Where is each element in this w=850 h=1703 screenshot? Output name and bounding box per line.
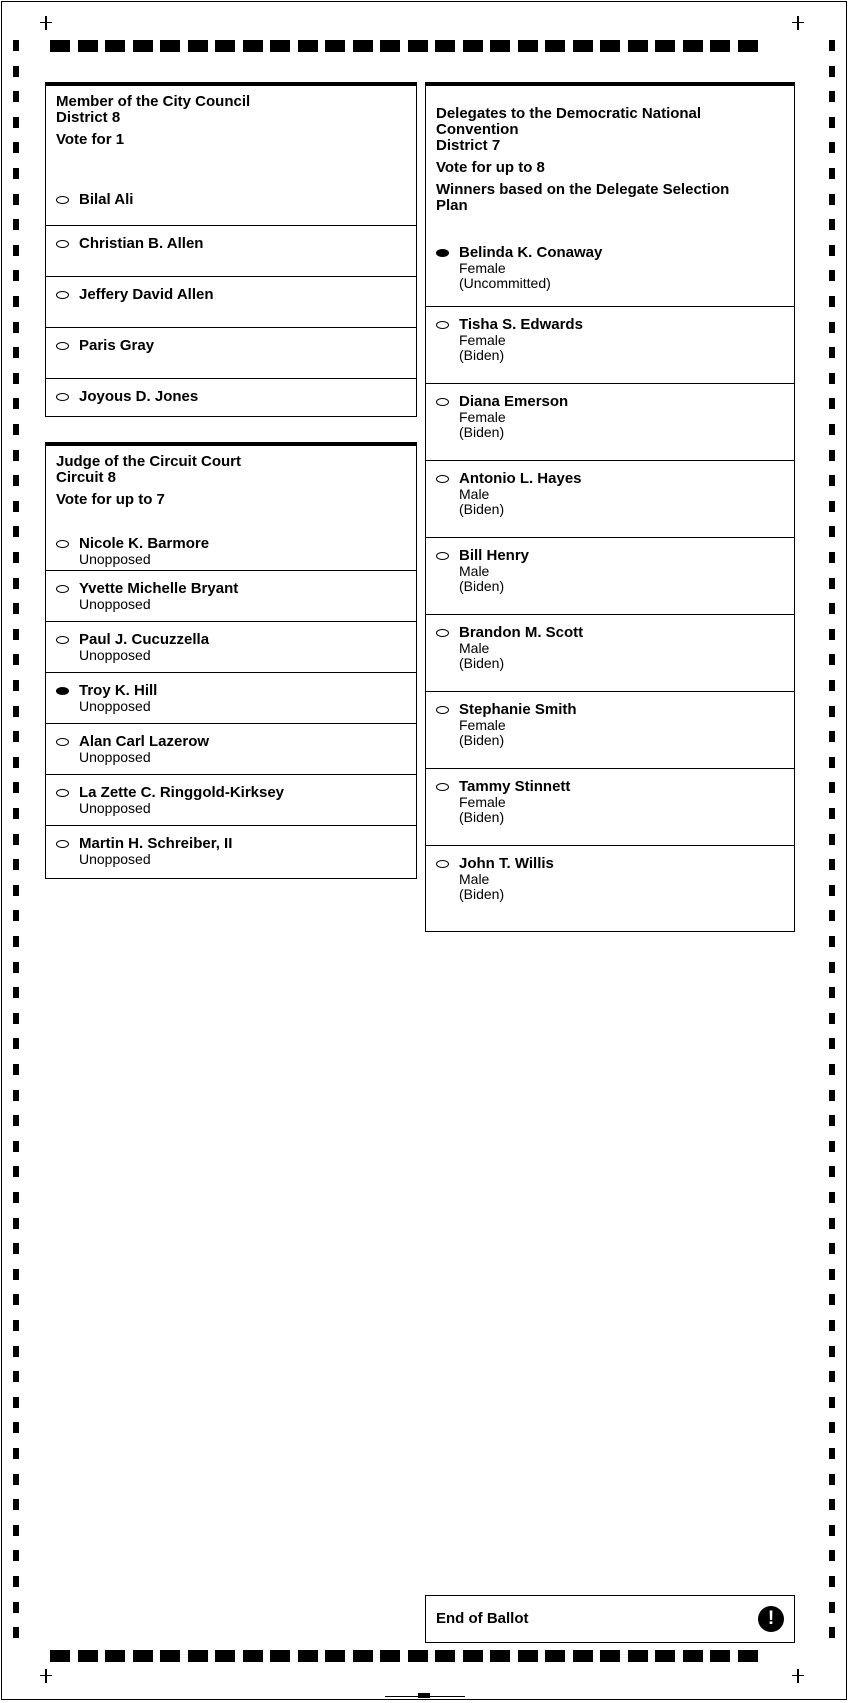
vote-oval[interactable] <box>436 475 449 483</box>
timing-mark <box>829 1115 835 1126</box>
timing-mark <box>13 1064 19 1075</box>
vote-oval[interactable] <box>56 738 69 746</box>
timing-mark <box>13 1371 19 1382</box>
timing-mark <box>829 1192 835 1203</box>
timing-mark <box>325 1650 345 1662</box>
candidate-row[interactable] <box>426 768 794 845</box>
candidate-row[interactable] <box>426 845 794 922</box>
timing-mark <box>13 450 19 461</box>
candidate-row[interactable] <box>46 672 416 723</box>
timing-mark <box>270 40 290 52</box>
timing-mark <box>13 501 19 512</box>
timing-mark <box>683 1650 703 1662</box>
timing-mark <box>435 1650 455 1662</box>
candidate-row[interactable] <box>426 614 794 691</box>
timing-mark <box>13 1422 19 1433</box>
timing-mark <box>13 219 19 230</box>
filled-vote-oval[interactable] <box>436 249 449 257</box>
timing-mark <box>13 1474 19 1485</box>
timing-mark <box>13 1525 19 1536</box>
candidate-gender: Male <box>459 486 490 502</box>
contest-district: District 7 <box>436 137 501 154</box>
timing-mark <box>408 1650 428 1662</box>
timing-mark <box>710 1650 730 1662</box>
candidate-gender: Female <box>459 794 506 810</box>
timing-mark <box>829 1038 835 1049</box>
timing-mark <box>13 142 19 153</box>
candidate-row[interactable] <box>426 537 794 614</box>
candidate-name: Stephanie Smith <box>459 701 577 718</box>
timing-mark <box>628 40 648 52</box>
timing-mark <box>13 654 19 665</box>
timing-mark <box>829 424 835 435</box>
vote-for-instruction: Vote for up to 7 <box>56 491 165 508</box>
timing-mark <box>13 885 19 896</box>
timing-mark <box>829 40 835 51</box>
timing-mark <box>160 40 180 52</box>
end-of-ballot-box <box>425 1595 795 1643</box>
timing-mark <box>380 1650 400 1662</box>
timing-mark <box>829 1064 835 1075</box>
timing-mark <box>738 1650 758 1662</box>
timing-mark <box>829 1013 835 1024</box>
timing-mark <box>78 1650 98 1662</box>
timing-mark <box>829 1346 835 1357</box>
contest-delegates <box>425 82 795 932</box>
timing-mark <box>380 40 400 52</box>
vote-oval[interactable] <box>56 291 69 299</box>
candidate-name: Tisha S. Edwards <box>459 316 583 333</box>
candidate-detail: Unopposed <box>79 851 151 867</box>
candidate-row[interactable] <box>426 691 794 768</box>
candidate-name: John T. Willis <box>459 855 554 872</box>
vote-for-instruction: Vote for 1 <box>56 131 125 148</box>
candidate-name: Joyous D. Jones <box>79 388 199 405</box>
contest-title: Member of the City Council <box>56 93 251 110</box>
timing-mark <box>829 680 835 691</box>
timing-mark <box>13 757 19 768</box>
timing-mark <box>829 1371 835 1382</box>
vote-oval[interactable] <box>56 342 69 350</box>
selection-rule: Winners based on the Delegate Selection <box>436 181 730 198</box>
candidate-row[interactable] <box>46 225 416 276</box>
timing-mark <box>829 1499 835 1510</box>
timing-mark <box>13 1576 19 1587</box>
timing-mark <box>13 1499 19 1510</box>
timing-mark <box>683 40 703 52</box>
candidate-row[interactable] <box>426 460 794 537</box>
timing-mark <box>829 629 835 640</box>
timing-mark <box>490 40 510 52</box>
candidate-detail: Unopposed <box>79 749 151 765</box>
timing-mark <box>600 40 620 52</box>
timing-mark <box>829 245 835 256</box>
timing-mark <box>463 40 483 52</box>
timing-mark <box>829 66 835 77</box>
contest-city-council <box>45 82 417 417</box>
contest-header <box>426 86 794 237</box>
candidate-name: Paris Gray <box>79 337 155 354</box>
timing-mark <box>13 962 19 973</box>
candidate-name: Martin H. Schreiber, II <box>79 835 233 852</box>
contest-circuit-court <box>45 442 417 879</box>
timing-mark <box>13 1115 19 1126</box>
timing-mark <box>518 40 538 52</box>
timing-mark <box>13 398 19 409</box>
vote-for-instruction: Vote for up to 8 <box>436 159 545 176</box>
timing-mark <box>353 40 373 52</box>
timing-mark <box>215 1650 235 1662</box>
timing-mark <box>518 1650 538 1662</box>
candidate-affiliation: (Biden) <box>459 809 505 825</box>
timing-mark <box>829 910 835 921</box>
timing-mark <box>13 731 19 742</box>
timing-mark <box>243 1650 263 1662</box>
timing-mark <box>829 475 835 486</box>
vote-oval[interactable] <box>56 585 69 593</box>
timing-mark <box>13 987 19 998</box>
timing-mark <box>829 706 835 717</box>
timing-mark <box>160 1650 180 1662</box>
vote-oval[interactable] <box>56 196 69 204</box>
timing-mark <box>13 552 19 563</box>
timing-mark <box>105 1650 125 1662</box>
timing-mark <box>829 373 835 384</box>
timing-mark <box>829 526 835 537</box>
timing-mark <box>829 168 835 179</box>
timing-mark <box>50 1650 70 1662</box>
timing-mark <box>829 322 835 333</box>
timing-mark <box>13 808 19 819</box>
selection-rule-cont: Plan <box>436 197 468 214</box>
timing-mark <box>13 834 19 845</box>
timing-mark <box>829 1602 835 1613</box>
vote-oval[interactable] <box>436 321 449 329</box>
timing-mark <box>829 936 835 947</box>
candidate-gender: Female <box>459 717 506 733</box>
timing-mark <box>13 40 19 51</box>
registration-crosshair-icon <box>790 15 806 31</box>
timing-mark <box>13 1192 19 1203</box>
candidate-row[interactable] <box>46 570 416 621</box>
timing-mark <box>13 1243 19 1254</box>
timing-mark <box>829 1550 835 1561</box>
timing-mark <box>829 347 835 358</box>
timing-mark <box>710 40 730 52</box>
timing-mark <box>13 526 19 537</box>
candidate-detail: Unopposed <box>79 596 151 612</box>
timing-mark <box>829 1294 835 1305</box>
timing-mark <box>829 1218 835 1229</box>
timing-mark <box>13 1397 19 1408</box>
timing-mark <box>829 1448 835 1459</box>
timing-mark <box>13 1346 19 1357</box>
timing-mark <box>829 1576 835 1587</box>
candidate-gender: Female <box>459 332 506 348</box>
registration-crosshair-icon <box>38 15 54 31</box>
timing-mark <box>829 398 835 409</box>
contest-header <box>46 446 416 528</box>
timing-mark <box>13 424 19 435</box>
timing-mark <box>13 66 19 77</box>
timing-mark <box>270 1650 290 1662</box>
vote-oval[interactable] <box>56 240 69 248</box>
timing-mark <box>829 1525 835 1536</box>
candidate-gender: Female <box>459 260 506 276</box>
candidate-gender: Male <box>459 563 490 579</box>
timing-mark <box>13 117 19 128</box>
candidate-list <box>46 528 416 876</box>
registration-crosshair-icon <box>790 1668 806 1684</box>
timing-mark <box>133 1650 153 1662</box>
timing-mark <box>13 680 19 691</box>
timing-mark <box>13 629 19 640</box>
candidate-gender: Male <box>459 640 490 656</box>
candidate-row[interactable] <box>46 378 416 429</box>
timing-mark <box>13 1269 19 1280</box>
timing-mark <box>545 40 565 52</box>
timing-mark <box>829 962 835 973</box>
timing-mark <box>13 936 19 947</box>
candidate-affiliation: (Biden) <box>459 732 505 748</box>
timing-mark <box>13 373 19 384</box>
timing-mark <box>829 450 835 461</box>
timing-mark <box>829 501 835 512</box>
vote-oval[interactable] <box>56 789 69 797</box>
timing-mark <box>600 1650 620 1662</box>
candidate-name: Tammy Stinnett <box>459 778 571 795</box>
timing-mark <box>573 1650 593 1662</box>
timing-mark <box>13 322 19 333</box>
vote-oval[interactable] <box>56 540 69 548</box>
timing-mark <box>13 245 19 256</box>
candidate-name: Troy K. Hill <box>79 682 158 699</box>
timing-mark <box>78 40 98 52</box>
candidate-name: Paul J. Cucuzzella <box>79 631 210 648</box>
timing-mark <box>829 91 835 102</box>
timing-mark <box>13 1218 19 1229</box>
timing-mark <box>13 782 19 793</box>
candidate-row[interactable] <box>426 383 794 460</box>
timing-mark <box>353 1650 373 1662</box>
vote-oval[interactable] <box>436 706 449 714</box>
timing-mark <box>13 270 19 281</box>
timing-mark <box>13 1090 19 1101</box>
candidate-affiliation: (Biden) <box>459 886 505 902</box>
vote-oval[interactable] <box>436 629 449 637</box>
candidate-row[interactable] <box>46 825 416 876</box>
timing-mark <box>435 40 455 52</box>
timing-mark <box>829 859 835 870</box>
timing-mark <box>829 1422 835 1433</box>
timing-mark <box>13 347 19 358</box>
timing-mark <box>50 40 70 52</box>
timing-mark <box>655 40 675 52</box>
timing-mark <box>829 552 835 563</box>
timing-mark <box>13 91 19 102</box>
candidate-name: Antonio L. Hayes <box>459 470 582 487</box>
timing-mark <box>13 578 19 589</box>
timing-mark <box>829 757 835 768</box>
contest-title: Judge of the Circuit Court <box>56 453 241 470</box>
candidate-gender: Male <box>459 871 490 887</box>
timing-mark <box>829 1269 835 1280</box>
candidate-row[interactable] <box>46 184 416 225</box>
contest-district: District 8 <box>56 109 121 126</box>
timing-mark <box>829 1090 835 1101</box>
timing-mark <box>490 1650 510 1662</box>
end-of-ballot-label: End of Ballot <box>436 1610 529 1627</box>
candidate-affiliation: (Biden) <box>459 347 505 363</box>
timing-mark <box>628 1650 648 1662</box>
candidate-affiliation: (Biden) <box>459 655 505 671</box>
timing-mark <box>13 706 19 717</box>
timing-mark <box>408 40 428 52</box>
timing-mark <box>13 1141 19 1152</box>
candidate-name: Belinda K. Conaway <box>459 244 603 261</box>
contest-title: Delegates to the Democratic National <box>436 105 702 122</box>
vote-oval[interactable] <box>56 840 69 848</box>
timing-mark <box>243 40 263 52</box>
timing-mark <box>829 1320 835 1331</box>
timing-mark <box>829 296 835 307</box>
candidate-name: Christian B. Allen <box>79 235 204 252</box>
timing-mark <box>13 859 19 870</box>
candidate-affiliation: (Biden) <box>459 424 505 440</box>
vote-oval[interactable] <box>436 552 449 560</box>
contest-district: Circuit 8 <box>56 469 117 486</box>
timing-mark <box>829 142 835 153</box>
timing-mark <box>463 1650 483 1662</box>
candidate-row[interactable] <box>46 276 416 327</box>
vote-oval[interactable] <box>436 783 449 791</box>
timing-mark <box>829 194 835 205</box>
timing-mark <box>829 885 835 896</box>
timing-mark <box>829 1243 835 1254</box>
footer-mark <box>418 1693 430 1698</box>
timing-mark <box>829 808 835 819</box>
timing-mark <box>13 1550 19 1561</box>
vote-oval[interactable] <box>56 393 69 401</box>
candidate-name: Brandon M. Scott <box>459 624 584 641</box>
timing-mark <box>829 1141 835 1152</box>
timing-mark <box>829 731 835 742</box>
timing-mark <box>573 40 593 52</box>
timing-mark <box>188 40 208 52</box>
candidate-row[interactable] <box>46 621 416 672</box>
timing-mark <box>738 40 758 52</box>
candidate-name: Diana Emerson <box>459 393 569 410</box>
candidate-gender: Female <box>459 409 506 425</box>
filled-vote-oval[interactable] <box>56 687 69 695</box>
contest-header <box>46 86 416 184</box>
candidate-row[interactable] <box>426 306 794 383</box>
timing-mark <box>133 40 153 52</box>
timing-mark <box>298 40 318 52</box>
timing-mark <box>325 40 345 52</box>
timing-mark <box>829 987 835 998</box>
candidate-detail: Unopposed <box>79 800 151 816</box>
timing-mark <box>188 1650 208 1662</box>
timing-mark <box>13 910 19 921</box>
timing-mark <box>215 40 235 52</box>
timing-mark <box>829 834 835 845</box>
timing-mark <box>829 782 835 793</box>
timing-mark <box>829 654 835 665</box>
candidate-name: La Zette C. Ringgold-Kirksey <box>79 784 285 801</box>
timing-mark <box>13 1013 19 1024</box>
timing-mark <box>13 1627 19 1638</box>
vote-oval[interactable] <box>436 398 449 406</box>
timing-mark <box>13 1166 19 1177</box>
exclamation-icon: ! <box>758 1606 784 1632</box>
timing-mark <box>13 475 19 486</box>
timing-mark <box>298 1650 318 1662</box>
candidate-row[interactable] <box>426 237 794 306</box>
candidate-row[interactable] <box>46 327 416 378</box>
timing-mark <box>13 168 19 179</box>
timing-mark <box>829 603 835 614</box>
timing-mark <box>13 603 19 614</box>
candidate-name: Yvette Michelle Bryant <box>79 580 239 597</box>
candidate-affiliation: (Uncommitted) <box>459 275 551 291</box>
timing-mark <box>13 1448 19 1459</box>
timing-mark <box>13 1038 19 1049</box>
timing-mark <box>829 219 835 230</box>
timing-mark <box>13 296 19 307</box>
candidate-row[interactable] <box>46 774 416 825</box>
timing-mark <box>13 194 19 205</box>
timing-mark <box>655 1650 675 1662</box>
vote-oval[interactable] <box>436 860 449 868</box>
candidate-list <box>46 184 416 429</box>
timing-mark <box>105 40 125 52</box>
candidate-name: Nicole K. Barmore <box>79 535 210 552</box>
timing-mark <box>13 1602 19 1613</box>
candidate-affiliation: (Biden) <box>459 578 505 594</box>
timing-mark <box>13 1320 19 1331</box>
timing-mark <box>829 1627 835 1638</box>
timing-mark <box>829 1166 835 1177</box>
timing-mark <box>829 270 835 281</box>
timing-mark <box>829 1397 835 1408</box>
candidate-row[interactable] <box>46 723 416 774</box>
registration-crosshair-icon <box>38 1668 54 1684</box>
candidate-name: Alan Carl Lazerow <box>79 733 210 750</box>
candidate-row[interactable] <box>46 528 416 570</box>
candidate-name: Bill Henry <box>459 547 530 564</box>
timing-mark <box>545 1650 565 1662</box>
timing-mark <box>829 1474 835 1485</box>
candidate-detail: Unopposed <box>79 647 151 663</box>
contest-title-cont: Convention <box>436 121 519 138</box>
candidate-detail: Unopposed <box>79 551 151 567</box>
candidate-detail: Unopposed <box>79 698 151 714</box>
timing-mark <box>829 578 835 589</box>
candidate-name: Bilal Ali <box>79 191 134 208</box>
candidate-list <box>426 237 794 922</box>
timing-mark <box>13 1294 19 1305</box>
timing-mark <box>829 117 835 128</box>
candidate-affiliation: (Biden) <box>459 501 505 517</box>
candidate-name: Jeffery David Allen <box>79 286 214 303</box>
vote-oval[interactable] <box>56 636 69 644</box>
